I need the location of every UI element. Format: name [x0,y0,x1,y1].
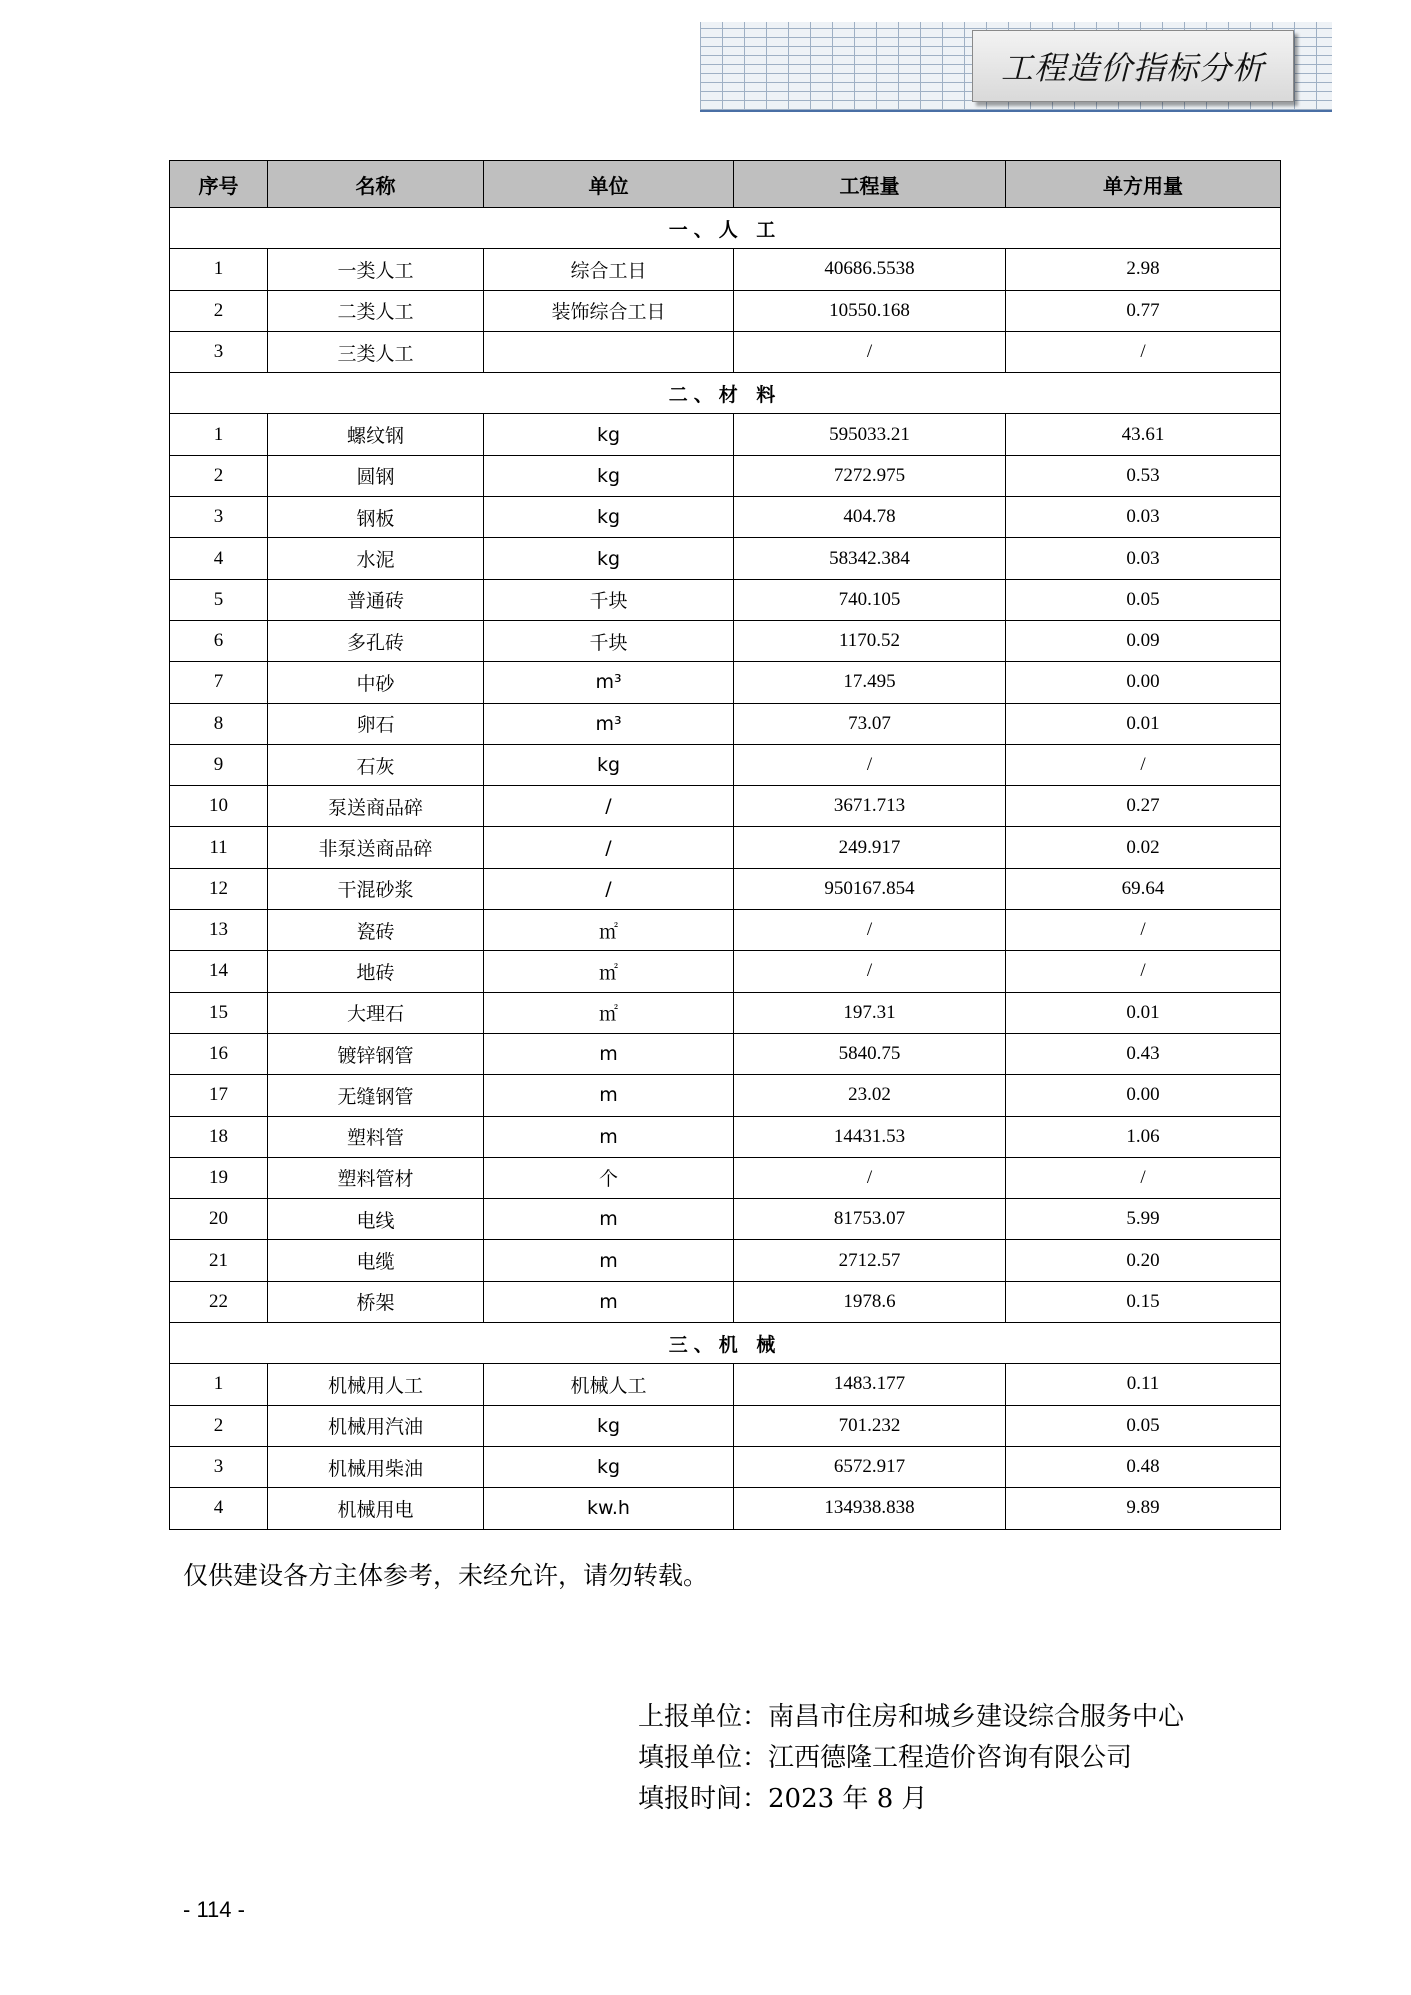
item-unit-usage: 0.01 [1006,703,1281,744]
item-unit-usage: 69.64 [1006,868,1281,909]
item-unit-usage: 0.00 [1006,662,1281,703]
row-index: 4 [170,538,268,579]
item-name: 塑料管 [268,1116,484,1157]
item-unit: kg [484,1405,734,1446]
item-unit: m³ [484,703,734,744]
item-quantity: 950167.854 [734,868,1006,909]
item-name: 钢板 [268,497,484,538]
item-unit-usage: 0.43 [1006,1033,1281,1074]
item-quantity: 73.07 [734,703,1006,744]
table-row [170,827,1281,868]
row-index: 3 [170,331,268,372]
footer-block [638,1697,1184,1820]
item-unit-usage: 0.05 [1006,579,1281,620]
row-index: 3 [170,497,268,538]
item-quantity: / [734,910,1006,951]
item-unit [484,331,734,372]
table-row [170,1033,1281,1074]
item-name: 水泥 [268,538,484,579]
item-name: 圆钢 [268,455,484,496]
item-quantity: 7272.975 [734,455,1006,496]
row-index: 1 [170,414,268,455]
item-unit-usage: 0.01 [1006,992,1281,1033]
table-row [170,290,1281,331]
table-row [170,579,1281,620]
section-header-row [170,208,1281,249]
table-row [170,786,1281,827]
item-quantity: / [734,331,1006,372]
item-name: 一类人工 [268,249,484,290]
item-unit: / [484,868,734,909]
item-name: 二类人工 [268,290,484,331]
row-index: 9 [170,744,268,785]
item-name: 无缝钢管 [268,1075,484,1116]
quantity-index-table [169,160,1281,1530]
table-row [170,1157,1281,1198]
item-unit-usage: / [1006,951,1281,992]
item-unit: 千块 [484,620,734,661]
item-quantity: 58342.384 [734,538,1006,579]
item-name: 塑料管材 [268,1157,484,1198]
item-name: 机械用汽油 [268,1405,484,1446]
item-unit-usage: 5.99 [1006,1199,1281,1240]
item-unit-usage: 0.11 [1006,1364,1281,1405]
item-quantity: 10550.168 [734,290,1006,331]
table-row [170,620,1281,661]
item-name: 电线 [268,1199,484,1240]
item-unit-usage: 9.89 [1006,1488,1281,1529]
item-unit: 机械人工 [484,1364,734,1405]
row-index: 13 [170,910,268,951]
table-header-row [170,161,1281,208]
item-unit: 千块 [484,579,734,620]
item-unit: m [484,1033,734,1074]
section-title: 二、材 料 [170,373,1281,414]
item-unit-usage: 0.03 [1006,497,1281,538]
item-unit-usage: 0.02 [1006,827,1281,868]
item-unit: kg [484,1446,734,1487]
item-quantity: 740.105 [734,579,1006,620]
item-name: 桥架 [268,1281,484,1322]
table-row [170,455,1281,496]
item-unit-usage: 0.53 [1006,455,1281,496]
item-unit-usage: 0.15 [1006,1281,1281,1322]
row-index: 20 [170,1199,268,1240]
row-index: 16 [170,1033,268,1074]
item-unit: m [484,1116,734,1157]
item-unit-usage: 0.27 [1006,786,1281,827]
item-name: 镀锌钢管 [268,1033,484,1074]
row-index: 15 [170,992,268,1033]
item-quantity: 1978.6 [734,1281,1006,1322]
row-index: 10 [170,786,268,827]
item-quantity: 2712.57 [734,1240,1006,1281]
column-header-index: 序号 [170,161,268,208]
item-quantity: 595033.21 [734,414,1006,455]
item-unit-usage: / [1006,910,1281,951]
row-index: 17 [170,1075,268,1116]
item-unit-usage: 0.09 [1006,620,1281,661]
item-unit: 个 [484,1157,734,1198]
column-header-quantity: 工程量 [734,161,1006,208]
item-quantity: 197.31 [734,992,1006,1033]
header-title: 工程造价指标分析 [1000,49,1265,87]
item-unit: m³ [484,662,734,703]
table-row [170,497,1281,538]
item-unit-usage: / [1006,744,1281,785]
item-quantity: 3671.713 [734,786,1006,827]
item-unit: kg [484,497,734,538]
row-index: 7 [170,662,268,703]
table-row [170,1446,1281,1487]
item-quantity: 404.78 [734,497,1006,538]
item-unit: kg [484,455,734,496]
item-name: 机械用电 [268,1488,484,1529]
item-unit: ㎡ [484,992,734,1033]
table-row [170,414,1281,455]
row-index: 8 [170,703,268,744]
row-index: 11 [170,827,268,868]
row-index: 22 [170,1281,268,1322]
row-index: 2 [170,290,268,331]
item-unit: 装饰综合工日 [484,290,734,331]
item-unit: / [484,786,734,827]
item-unit-usage: 0.48 [1006,1446,1281,1487]
row-index: 18 [170,1116,268,1157]
item-unit: m [484,1199,734,1240]
item-quantity: 249.917 [734,827,1006,868]
item-name: 卵石 [268,703,484,744]
column-header-unit-usage: 单方用量 [1006,161,1281,208]
item-name: 机械用人工 [268,1364,484,1405]
item-name: 螺纹钢 [268,414,484,455]
table-row [170,538,1281,579]
item-name: 地砖 [268,951,484,992]
filling-unit: 填报单位：江西德隆工程造价咨询有限公司 [638,1743,1133,1773]
item-name: 石灰 [268,744,484,785]
table-row [170,1199,1281,1240]
row-index: 21 [170,1240,268,1281]
item-unit-usage: 0.03 [1006,538,1281,579]
item-unit: kw.h [484,1488,734,1529]
item-name: 多孔砖 [268,620,484,661]
item-quantity: / [734,744,1006,785]
table-row [170,1364,1281,1405]
item-quantity: 14431.53 [734,1116,1006,1157]
copyright-note: 仅供建设各方主体参考，未经允许，请勿转载。 [183,1561,709,1590]
item-unit: 综合工日 [484,249,734,290]
table-row [170,744,1281,785]
item-unit: m [484,1240,734,1281]
item-quantity: 81753.07 [734,1199,1006,1240]
table-row [170,1281,1281,1322]
item-name: 泵送商品碎 [268,786,484,827]
table-row [170,1116,1281,1157]
reporting-unit: 上报单位：南昌市住房和城乡建设综合服务中心 [638,1702,1185,1732]
header-title-box [972,30,1294,102]
row-index: 6 [170,620,268,661]
item-unit-usage: 0.77 [1006,290,1281,331]
item-unit-usage: 43.61 [1006,414,1281,455]
section-title: 一、人 工 [170,208,1281,249]
table-row [170,1075,1281,1116]
row-index: 4 [170,1488,268,1529]
item-quantity: 6572.917 [734,1446,1006,1487]
item-unit: m [484,1281,734,1322]
table-row [170,249,1281,290]
item-name: 机械用柴油 [268,1446,484,1487]
table-row [170,868,1281,909]
item-quantity: 134938.838 [734,1488,1006,1529]
filling-time: 填报时间：2023 年 8 月 [638,1784,928,1814]
row-index: 14 [170,951,268,992]
row-index: 2 [170,1405,268,1446]
table-row [170,951,1281,992]
table-body [170,208,1281,1530]
item-quantity: 17.495 [734,662,1006,703]
section-title: 三、机 械 [170,1323,1281,1364]
table-row [170,992,1281,1033]
item-name: 非泵送商品碎 [268,827,484,868]
row-index: 1 [170,249,268,290]
item-unit-usage: 0.05 [1006,1405,1281,1446]
item-unit: kg [484,538,734,579]
item-quantity: 23.02 [734,1075,1006,1116]
column-header-name: 名称 [268,161,484,208]
item-quantity: 701.232 [734,1405,1006,1446]
item-unit: / [484,827,734,868]
item-name: 中砂 [268,662,484,703]
table-row [170,1488,1281,1529]
item-unit-usage: 2.98 [1006,249,1281,290]
table-row [170,703,1281,744]
table-row [170,331,1281,372]
row-index: 12 [170,868,268,909]
item-quantity: 1170.52 [734,620,1006,661]
item-unit: ㎡ [484,910,734,951]
item-name: 电缆 [268,1240,484,1281]
item-name: 大理石 [268,992,484,1033]
item-quantity: / [734,1157,1006,1198]
item-quantity: 1483.177 [734,1364,1006,1405]
item-quantity: / [734,951,1006,992]
item-unit-usage: 1.06 [1006,1116,1281,1157]
item-quantity: 5840.75 [734,1033,1006,1074]
item-name: 三类人工 [268,331,484,372]
column-header-unit: 单位 [484,161,734,208]
item-name: 普通砖 [268,579,484,620]
item-unit-usage: / [1006,1157,1281,1198]
item-name: 瓷砖 [268,910,484,951]
section-header-row [170,1323,1281,1364]
table-row [170,1240,1281,1281]
table-row [170,662,1281,703]
table-row [170,1405,1281,1446]
item-quantity: 40686.5538 [734,249,1006,290]
item-unit-usage: / [1006,331,1281,372]
item-unit: kg [484,744,734,785]
row-index: 19 [170,1157,268,1198]
item-unit: kg [484,414,734,455]
row-index: 1 [170,1364,268,1405]
item-name: 干混砂浆 [268,868,484,909]
row-index: 5 [170,579,268,620]
section-header-row [170,373,1281,414]
table-row [170,910,1281,951]
row-index: 3 [170,1446,268,1487]
item-unit-usage: 0.00 [1006,1075,1281,1116]
page-number: - 114 - [183,1897,245,1922]
item-unit: ㎡ [484,951,734,992]
row-index: 2 [170,455,268,496]
item-unit-usage: 0.20 [1006,1240,1281,1281]
item-unit: m [484,1075,734,1116]
